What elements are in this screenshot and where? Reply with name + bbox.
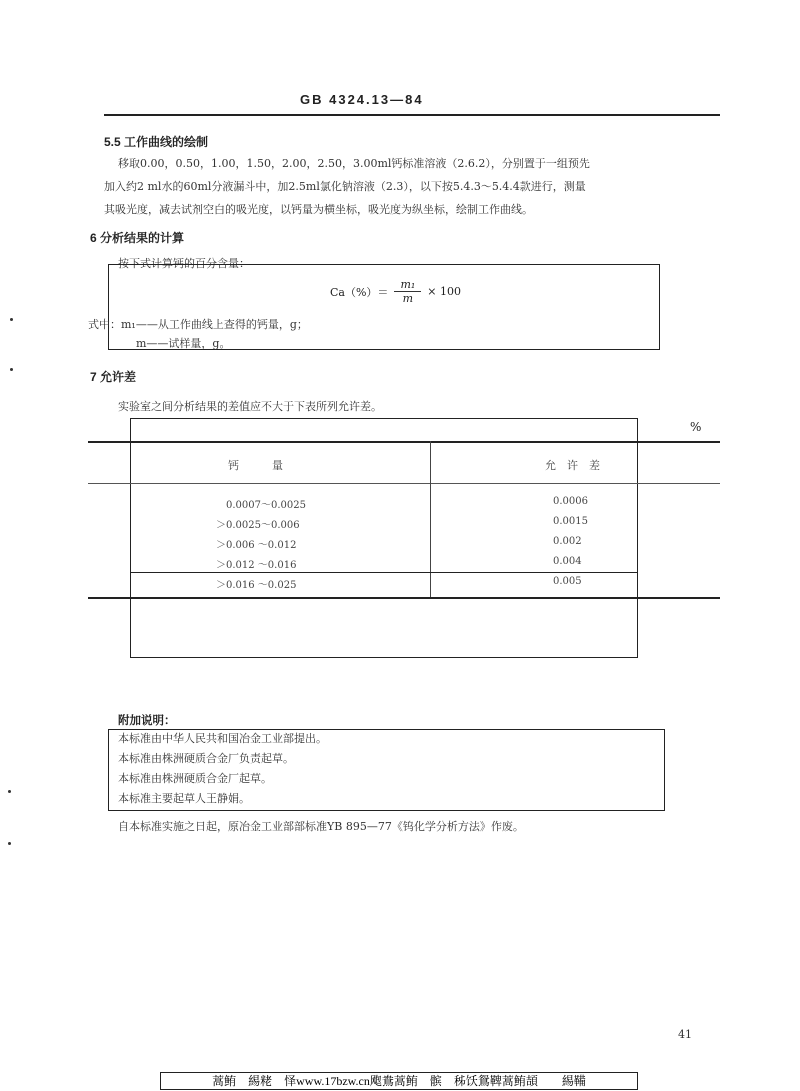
section-5-5-line-1: 移取0.00，0.50，1.00，1.50，2.00，2.50，3.00ml钙标准溶液（2.6.2），分别置于一组预先: [118, 157, 590, 170]
notes-last-line: 自本标准实施之日起，原冶金工业部部标准YB 895—77《钨化学分析方法》作废。: [118, 820, 524, 833]
section-7-intro: 实验室之间分析结果的差值应不大于下表所列允许差。: [118, 400, 382, 413]
notes-line-3: 本标准由株洲硬质合金厂起草。: [118, 772, 272, 785]
formula-where-2: m——试样量，g。: [136, 337, 231, 350]
table-row-5-range: ＞0.016 ～0.025: [216, 580, 297, 591]
section-5-5-title: 5.5 工作曲线的绘制: [104, 135, 209, 149]
table-header-calcium: 钙 量: [228, 459, 283, 472]
footer-banner[interactable]: 蒿鲔 緆粩 怿www.17bzw.cn飑鴦蒿鲔 髌 秭饫鴛鞞蒿鲔頡 緆鞴: [160, 1072, 638, 1090]
table-unit: %: [690, 420, 702, 434]
notes-line-4: 本标准主要起草人王静娟。: [118, 792, 250, 805]
table-row-1-value: 0.0006: [553, 496, 588, 507]
notes-title: 附加说明：: [118, 715, 176, 727]
table-row-4-value: 0.004: [553, 556, 582, 567]
formula-fraction: [394, 278, 421, 305]
formula-lhs: Ca（%）＝: [330, 285, 389, 299]
section-7-title: 7 允许差: [90, 370, 137, 384]
scan-speck: [8, 790, 11, 793]
section-5-5-line-3: 其吸光度，减去试剂空白的吸光度，以钙量为横坐标，吸光度为纵坐标，绘制工作曲线。: [104, 203, 533, 216]
table-row-5-value: 0.005: [553, 576, 582, 587]
scan-speck: [10, 368, 13, 371]
section-5-5-line-2: 加入约2 ml水的60ml分液漏斗中，加2.5ml氯化钠溶液（2.3），以下按5.4.3～5.4.4款进行，测量: [104, 180, 586, 193]
table-row-2-range: ＞0.0025～0.006: [216, 520, 300, 531]
table-row-2-value: 0.0015: [553, 516, 588, 527]
notes-line-2: 本标准由株洲硬质合金厂负责起草。: [118, 752, 294, 765]
table-header-rule: [88, 483, 720, 484]
formula-denominator: m: [402, 292, 414, 305]
table-row-1-range: 0.0007～0.0025: [226, 500, 306, 511]
formula-numerator: m₁: [394, 278, 421, 292]
scan-speck: [10, 318, 13, 321]
formula-where-1: 式中：m₁——从工作曲线上查得的钙量，g；: [88, 318, 308, 331]
document-code: GB 4324.13—84: [300, 92, 424, 107]
table-row-3-range: ＞0.006 ～0.012: [216, 540, 297, 551]
table-header-tolerance: 允 许 差: [545, 459, 600, 472]
section-6-intro: 按下式计算钙的百分含量：: [118, 257, 250, 270]
page-number: 41: [678, 1028, 692, 1041]
header-rule: [104, 114, 720, 116]
notes-line-1: 本标准由中华人民共和国冶金工业部提出。: [118, 732, 327, 745]
table-row-3-value: 0.002: [553, 536, 582, 547]
formula-rhs: × 100: [427, 285, 461, 298]
scan-speck: [8, 842, 11, 845]
table-row-4-range: ＞0.012 ～0.016: [216, 560, 297, 571]
section-6-title: 6 分析结果的计算: [90, 231, 185, 245]
formula: [330, 278, 461, 305]
table-top-rule: [88, 441, 720, 443]
